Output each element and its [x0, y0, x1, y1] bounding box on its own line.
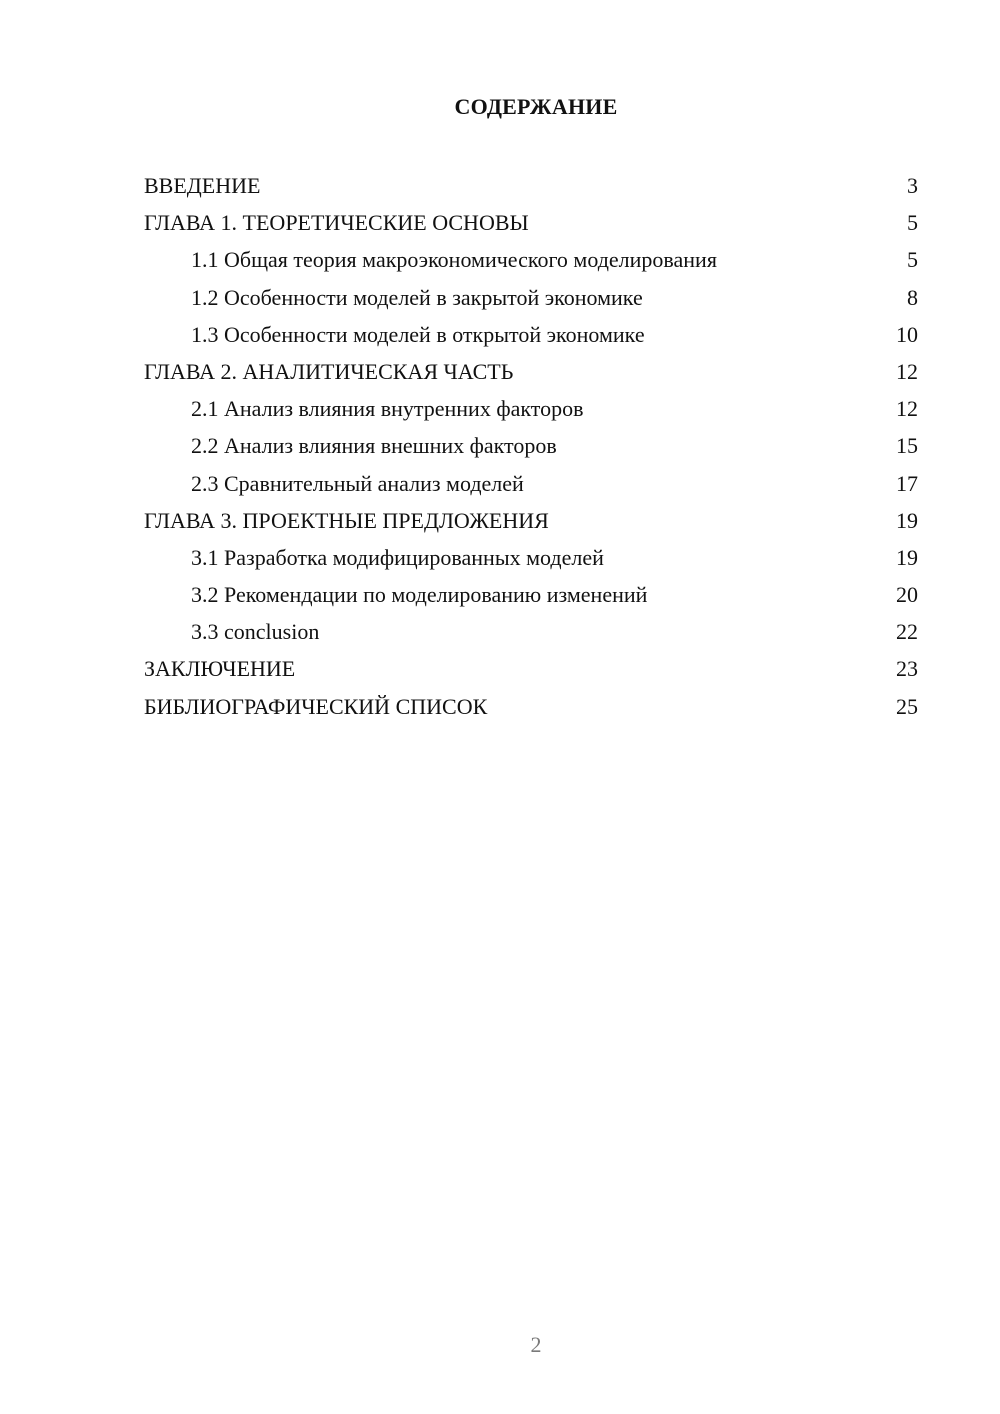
toc-entry — [144, 502, 918, 539]
toc-entry-label: 1.1 Общая теория макроэкономического моделирования — [191, 247, 717, 273]
toc-entry-label: 3.3 conclusion — [191, 619, 320, 645]
toc-entry-page: 22 — [896, 619, 918, 645]
toc-entry — [144, 576, 918, 613]
toc-entry-page: 3 — [907, 173, 918, 198]
toc-entry-page: 12 — [896, 396, 918, 422]
toc-entry-label: ГЛАВА 1. ТЕОРЕТИЧЕСКИЕ ОСНОВЫ — [144, 210, 529, 236]
toc-entry-label: ЗАКЛЮЧЕНИЕ — [144, 656, 296, 682]
toc-entry-label: ГЛАВА 3. ПРОЕКТНЫЕ ПРЕДЛОЖЕНИЯ — [144, 507, 549, 533]
toc-entry-page: 8 — [907, 284, 918, 310]
toc-entry — [144, 204, 918, 241]
toc-entry-label: 3.1 Разработка модифицированных моделей — [191, 544, 604, 570]
toc-entry-page: 15 — [896, 433, 918, 459]
toc-entry-page: 19 — [896, 544, 918, 570]
toc-entry-label: ВВЕДЕНИЕ — [144, 173, 261, 198]
toc-entry-page: 20 — [896, 582, 918, 608]
toc-entry-label: 1.3 Особенности моделей в открытой экономике — [191, 321, 645, 347]
toc-entry-page: 10 — [896, 321, 918, 347]
toc-entry-page: 25 — [896, 693, 918, 719]
toc-entry-label: 1.2 Особенности моделей в закрытой экономике — [191, 284, 643, 310]
toc-entry-page: 12 — [896, 358, 918, 384]
toc-entry — [144, 613, 918, 650]
toc-entry — [144, 650, 918, 687]
toc-entry-page: 19 — [896, 507, 918, 533]
toc-entry-label: ГЛАВА 2. АНАЛИТИЧЕСКАЯ ЧАСТЬ — [144, 358, 514, 384]
toc-entry-page: 5 — [907, 210, 918, 236]
toc-entry — [144, 353, 918, 390]
toc-title: СОДЕРЖАНИЕ — [454, 94, 618, 119]
toc-entry-label: 2.1 Анализ влияния внутренних факторов — [191, 396, 584, 422]
toc-entry — [144, 167, 918, 204]
toc-entry — [144, 688, 918, 725]
toc-entry — [144, 279, 918, 316]
toc-entry — [144, 465, 918, 502]
toc-entry — [144, 241, 918, 278]
toc-entry — [144, 427, 918, 464]
toc-entry-page: 23 — [896, 656, 918, 682]
toc-entry-page: 5 — [907, 247, 918, 273]
table-of-contents — [144, 167, 918, 725]
page-number: 2 — [530, 1332, 542, 1357]
toc-entry-label: 3.2 Рекомендации по моделированию изменений — [191, 582, 648, 608]
toc-entry-page: 17 — [896, 470, 918, 496]
toc-entry — [144, 390, 918, 427]
toc-entry-label: 2.2 Анализ влияния внешних факторов — [191, 433, 557, 459]
toc-entry — [144, 539, 918, 576]
toc-entry-label: БИБЛИОГРАФИЧЕСКИЙ СПИСОК — [144, 693, 488, 719]
toc-entry-label: 2.3 Сравнительный анализ моделей — [191, 470, 524, 496]
toc-entry — [144, 316, 918, 353]
